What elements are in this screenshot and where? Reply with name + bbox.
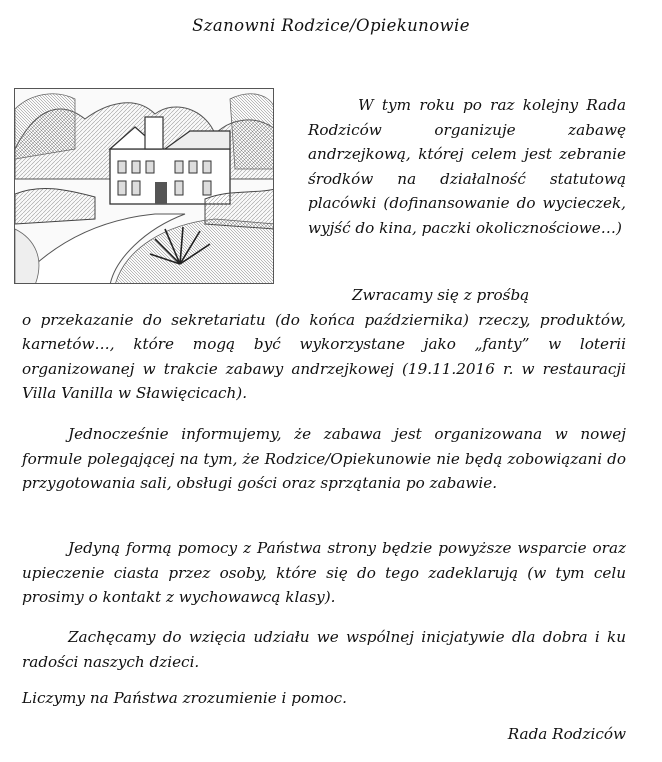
signature: Rada Rodziców bbox=[507, 725, 626, 743]
paragraph-closing: Liczymy na Państwa zrozumienie i pomoc. bbox=[22, 689, 347, 707]
school-building-sketch-icon bbox=[14, 88, 274, 284]
paragraph-encouragement: Zachęcamy do wzięcia udziału we wspólnej inicjatywie dla dobra i ku radości naszych dzieci. bbox=[22, 628, 626, 671]
paragraph-help: Jedyną formą pomocy z Państwa strony będzie powyższe wsparcie oraz upieczenie ciasta przez osoby, które się do tego zadeklarują (w tym celu prosimy o kontakt z wychowawcą klasy). bbox=[22, 539, 626, 606]
paragraph-request-first-line: Zwracamy się z prośbą bbox=[352, 286, 530, 304]
paragraph-request-rest: o przekazanie do sekretariatu (do końca października) rzeczy, produktów, karnetów…, które mogą być wykorzystane jako „fanty” w loterii organizowanej w trakcie zabawy andrzejkowej (19.11.2016 r. w restauracji Villa Vanilla w Sławięcicach). bbox=[22, 310, 626, 402]
letter-title: Szanowni Rodzice/Opiekunowie bbox=[192, 16, 470, 35]
paragraph-intro: W tym roku po raz kolejny Rada Rodziców organizuje zabawę andrzejkową, której celem jest zebranie środków na działalność statutową placówki (dofinansowanie do wycieczek, wyjść do kina, paczki okolicznościowe…) bbox=[308, 96, 626, 237]
paragraph-information: Jednocześnie informujemy, że zabawa jest organizowana w nowej formule polegającej na tym, że Rodzice/Opiekunowie nie będą zobowiązani do przygotowania sali, obsługi gości oraz sprzątania po zabawie. bbox=[22, 425, 626, 492]
paragraph-request bbox=[22, 283, 626, 406]
